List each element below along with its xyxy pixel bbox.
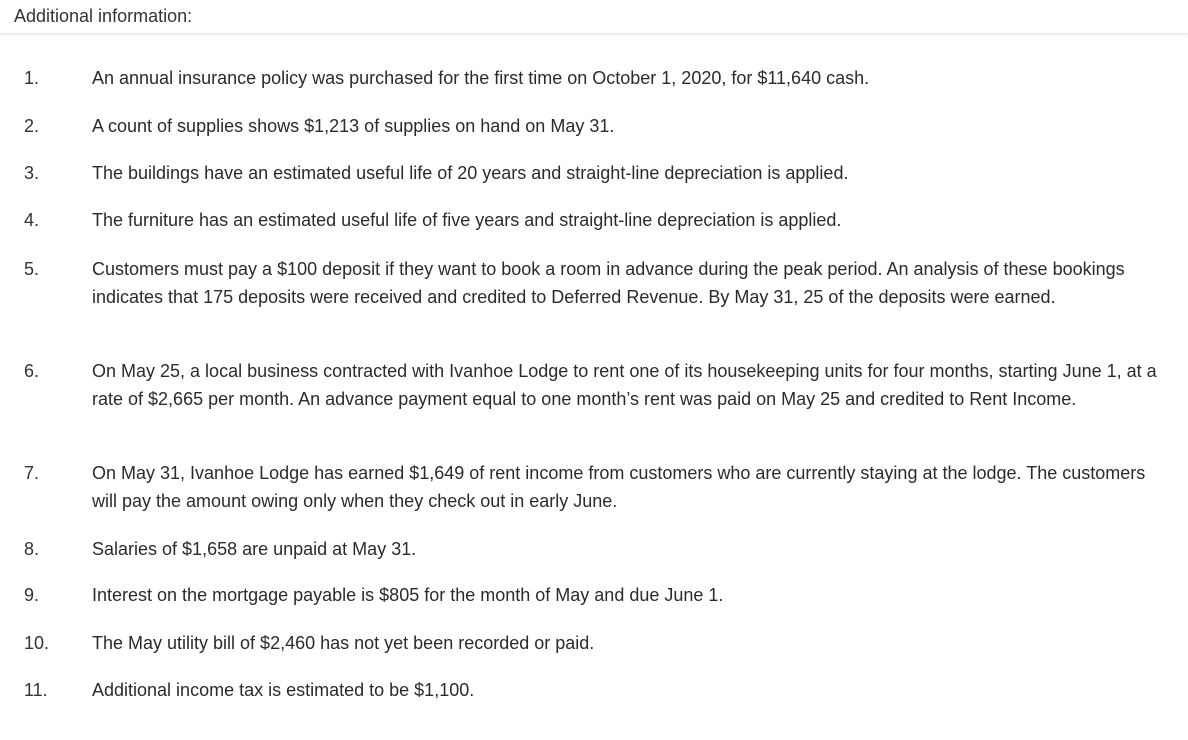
item-text: A count of supplies shows $1,213 of supplies on hand on May 31. (92, 116, 615, 136)
item-text: The furniture has an estimated useful life of five years and straight-line depreciation is applied. (92, 210, 842, 230)
item-number: 10. (24, 633, 50, 653)
item-text: Salaries of $1,658 are unpaid at May 31. (92, 539, 417, 559)
item-text: Additional income tax is estimated to be $1,100. (92, 680, 475, 700)
item-text: On May 31, Ivanhoe Lodge has earned $1,649 of rent income from customers who are currently staying at the lodge. The customers will pay the amount owing only when they check out in early June. (92, 463, 1146, 511)
item-text: The May utility bill of $2,460 has not yet been recorded or paid. (92, 633, 595, 653)
item-text: Customers must pay a $100 deposit if they want to book a room in advance during the peak period. An analysis of these bookings indicates that 175 deposits were received and credited to Deferred Revenue. By May 31, 25 of the deposits were earned. (92, 259, 1125, 307)
item-text: On May 25, a local business contracted with Ivanhoe Lodge to rent one of its housekeeping units for four months, starting June 1, at a rate of $2,665 per month. An advance payment equal to one month’s rent was paid on May 25 and credited to Rent Income. (92, 361, 1157, 409)
item-number: 5. (24, 259, 40, 279)
item-number: 6. (24, 361, 40, 381)
item-text: An annual insurance policy was purchased for the first time on October 1, 2020, for $11,640 cash. (92, 68, 870, 88)
item-number: 11. (24, 680, 48, 700)
item-text: The buildings have an estimated useful life of 20 years and straight-line depreciation is applied. (92, 163, 849, 183)
header-bar (0, 0, 1188, 34)
item-number: 2. (24, 116, 40, 136)
item-number: 8. (24, 539, 40, 559)
page-title: Additional information: (14, 6, 193, 26)
item-number: 7. (24, 463, 40, 483)
item-number: 9. (24, 585, 40, 605)
item-text: Interest on the mortgage payable is $805 for the month of May and due June 1. (92, 585, 724, 605)
item-number: 1. (24, 68, 40, 88)
item-number: 3. (24, 163, 40, 183)
item-number: 4. (24, 210, 40, 230)
